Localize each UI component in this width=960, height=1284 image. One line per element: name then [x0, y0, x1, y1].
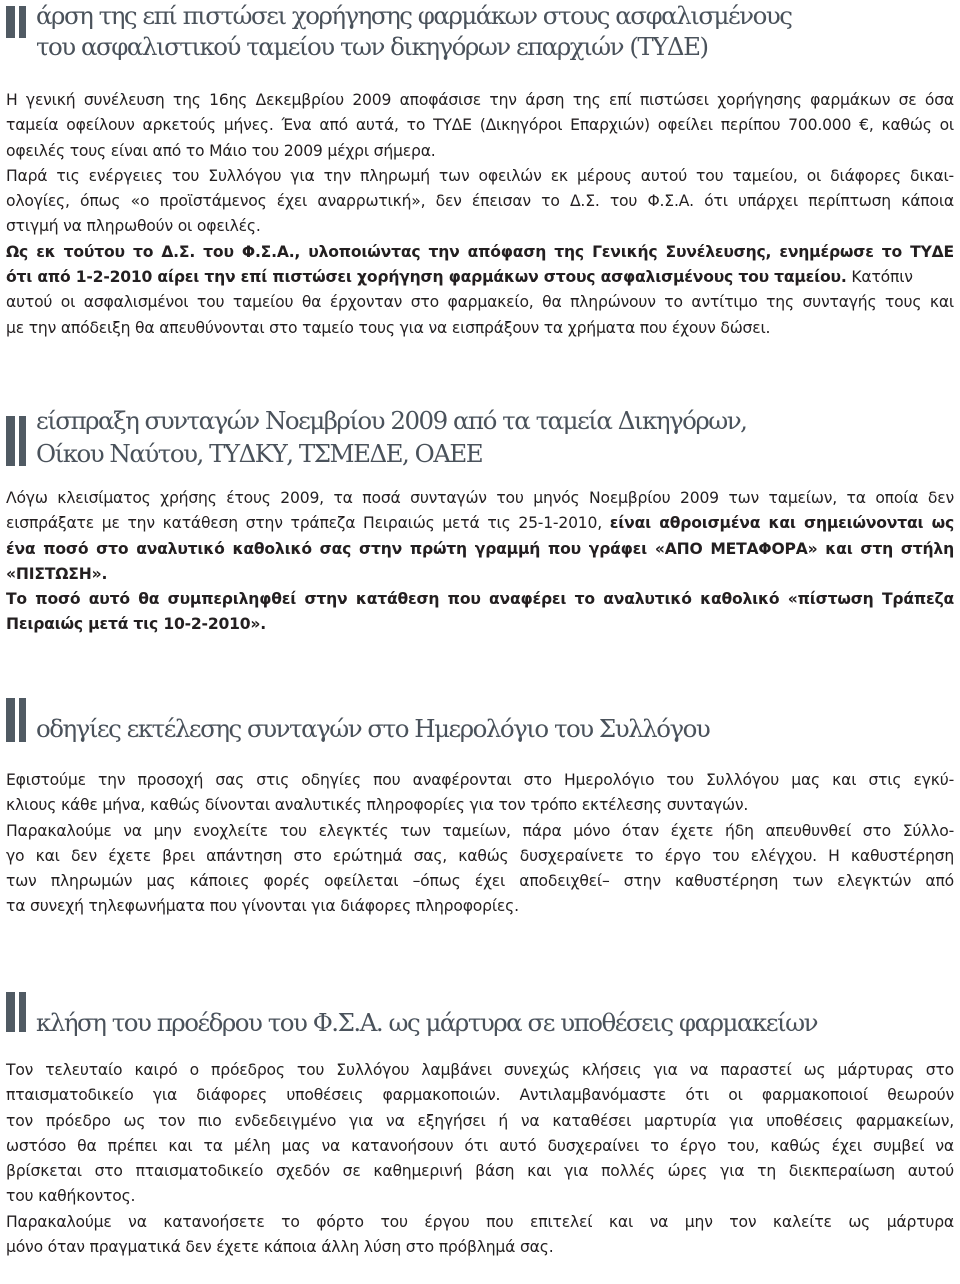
body-line: Εφιστούμε την προσοχή σας στις οδηγίες που αναφέρονται στο Ημερολόγιο του Συλλόγου μας και στις εγκύ- [6, 771, 954, 789]
section-body [0, 88, 960, 341]
section-odigies-ektelesis [0, 690, 960, 920]
section-title [36, 404, 960, 470]
body-text: εισπράξατε με την κατάθεση στην τράπεζα Πειραιώς μετά τις 25-1-2010, [6, 514, 610, 533]
body-line: Η γενική συνέλευση της 16ης Δεκεμβρίου 2009 αποφάσισε την άρση της επί πιστώσει χορήγησης φαρμάκων σε όσα [6, 91, 954, 109]
body-line: τα συνεχή τηλεφωνήματα που γίνονται για διάφορες πληροφορίες. [6, 897, 519, 916]
body-line: βρίσκεται στο πταισματοδικείο σχεδόν σε καθημερινή βάση και για πολλές ώρες για τη διεκπεραίωση αυτού [6, 1162, 954, 1181]
heading-bar-icon [6, 698, 26, 742]
body-line: Παρακαλούμε να μην ενοχλείτε του ελεγκτές των ταμείων, πάρα μόνο όταν έχετε ήδη απευθυνθεί στο Σύλλο- [6, 821, 954, 840]
bold-line: Ως εκ τούτου το Δ.Σ. του Φ.Σ.Α., υλοποιώντας την απόφαση της Γενικής Συνέλευσης, ενημέρωσε το ΤΥΔΕ [6, 242, 954, 261]
section-heading [0, 988, 960, 1038]
body-line: του καθήκοντος. [6, 1187, 136, 1206]
section-body [0, 486, 960, 638]
section-asfalismenoi-tyde [0, 0, 960, 341]
body-line: ωστόσο θα πρέπει και τα μέλη μας να κατανοήσουν ότι αυτό δυσχεραίνει το έργο του, καθώς έχει συμβεί να [6, 1136, 954, 1155]
title-line: του ασφαλιστικού ταμείου των δικηγόρων επαρχιών (ΤΥΔΕ) [36, 32, 708, 61]
bold-line: Πειραιώς μετά τις 10-2-2010». [6, 615, 267, 634]
heading-bar-icon [6, 992, 26, 1032]
body-line: Τον τελευταίο καιρό ο πρόεδρος του Συλλόγου λαμβάνει συνεχώς κλήσεις για να παραστεί ως μάρτυρας στο [6, 1061, 954, 1079]
body-line: Παρακαλούμε να κατανοήσετε το φόρτο του έργου που επιτελεί και να μην τον καλείτε ως μάρτυρα [6, 1212, 954, 1231]
bold-line: «ΠΙΣΤΩΣΗ». [6, 564, 108, 583]
body-line: στιγμή να πληρωθούν οι οφειλές. [6, 217, 261, 236]
body-line: πταισματοδικείο για διάφορες υποθέσεις φαρμακοποιών. Αντιλαμβανόμαστε ότι οι φαρμακοποιοί θεωρούν [6, 1086, 954, 1105]
body-line: Παρά τις ενέργειες του Συλλόγου για την πληρωμή των οφειλών εκ μέρους αυτού του ταμείου, οι διάφορες δικαι- [6, 166, 954, 185]
title-line: Οίκου Ναύτου, ΤΥΔΚΥ, ΤΣΜΕΔΕ, ΟΑΕΕ [36, 439, 483, 468]
section-heading [0, 404, 960, 470]
body-line [6, 511, 954, 536]
body-line: τον πρόεδρο ως τον πιο ενδεδειγμένο για να εξηγήσει ή να καταθέσει μαρτυρία για υποθέσεις φαρμακείων, [6, 1111, 954, 1130]
section-eispraxi-syntagon [0, 404, 960, 638]
section-body [0, 768, 960, 920]
section-body [0, 1058, 960, 1260]
body-line: ταμεία οφείλουν αρκετούς μήνες. Ένα από αυτά, το ΤΥΔΕ (Δικηγόροι Επαρχιών) οφείλει περίπου 700.000 €, καθώς οι [6, 116, 954, 135]
section-title [36, 0, 960, 62]
heading-bar-icon [6, 6, 26, 38]
bold-line: ένα ποσό στο αναλυτικό καθολικό σας στην πρώτη γραμμή που γράφει «ΑΠΟ ΜΕΤΑΦΟΡΑ» και στη στήλη [6, 539, 954, 558]
title-line: άρση της επί πιστώσει χορήγησης φαρμάκων στους ασφαλισμένους [36, 1, 792, 30]
bold-line: Το ποσό αυτό θα συμπεριληφθεί στην κατάθεση που αναφέρει το αναλυτικό καθολικό «πίστωση Τράπεζα [6, 590, 954, 609]
body-line: αυτού οι ασφαλισμένοι του ταμείου θα έρχονταν στο φαρμακείο, θα πληρώνουν το αντίτιμο της συνταγής τους και [6, 293, 954, 312]
heading-bar-icon [6, 416, 26, 466]
title-line: είσπραξη συνταγών Νοεμβρίου 2009 από τα ταμεία Δικηγόρων, [36, 406, 747, 435]
body-line [6, 265, 954, 290]
section-title: κλήση του προέδρου του Φ.Σ.Α. ως μάρτυρα σε υποθέσεις φαρμακείων [36, 1008, 817, 1037]
body-line: μόνο όταν πραγματικά δεν έχετε κάποια άλλη λύση στο πρόβλημά σας. [6, 1238, 554, 1257]
section-heading [0, 690, 960, 743]
body-line: κλιους κάθε μήνα, καθώς δίνονται αναλυτικές πληροφορίες για τον τρόπο εκτέλεσης συνταγών. [6, 796, 749, 815]
body-line: γο και δεν έχετε βρει απάντηση στο ερώτημά σας, καθώς δυσχεραίνετε το έργο του ελέγχου. Η καθυστέρηση [6, 846, 954, 865]
body-line: με την απόδειξη θα απευθύνονται στο ταμείο τους για να εισπράξουν τα χρήματα που έχουν δώσει. [6, 318, 771, 337]
body-line: Λόγω κλεισίματος χρήσης έτους 2009, τα ποσά συνταγών του μηνός Νοεμβρίου 2009 των ταμείων, τα οποία δεν [6, 489, 954, 507]
bold-text: ότι από 1-2-2010 αίρει την επί πιστώσει χορήγηση φαρμάκων στους ασφαλισμένους του ταμείου. [6, 268, 847, 287]
section-klisi-proedrou [0, 988, 960, 1260]
body-text: Κατόπιν [846, 268, 913, 287]
section-heading [0, 0, 960, 64]
bold-text: είναι αθροισμένα και σημειώνονται ως [609, 514, 954, 533]
body-line: οφειλές τους είναι από το Μάιο του 2009 μέχρι σήμερα. [6, 141, 436, 160]
body-line: των πληρωμών μας κάποιες φορές οφείλεται –όπως έχει αποδειχθεί– στην καθυστέρηση των ελεγκτών από [6, 872, 954, 891]
section-title: οδηγίες εκτέλεσης συνταγών στο Ημερολόγιο του Συλλόγου [36, 714, 710, 743]
body-line: ολογίες, όπως «ο προϊστάμενος έχει αναρρωτική», δεν έπεισαν το Δ.Σ. του Φ.Σ.Α. ότι υπάρχει περίπτωση κάποια [6, 192, 954, 211]
